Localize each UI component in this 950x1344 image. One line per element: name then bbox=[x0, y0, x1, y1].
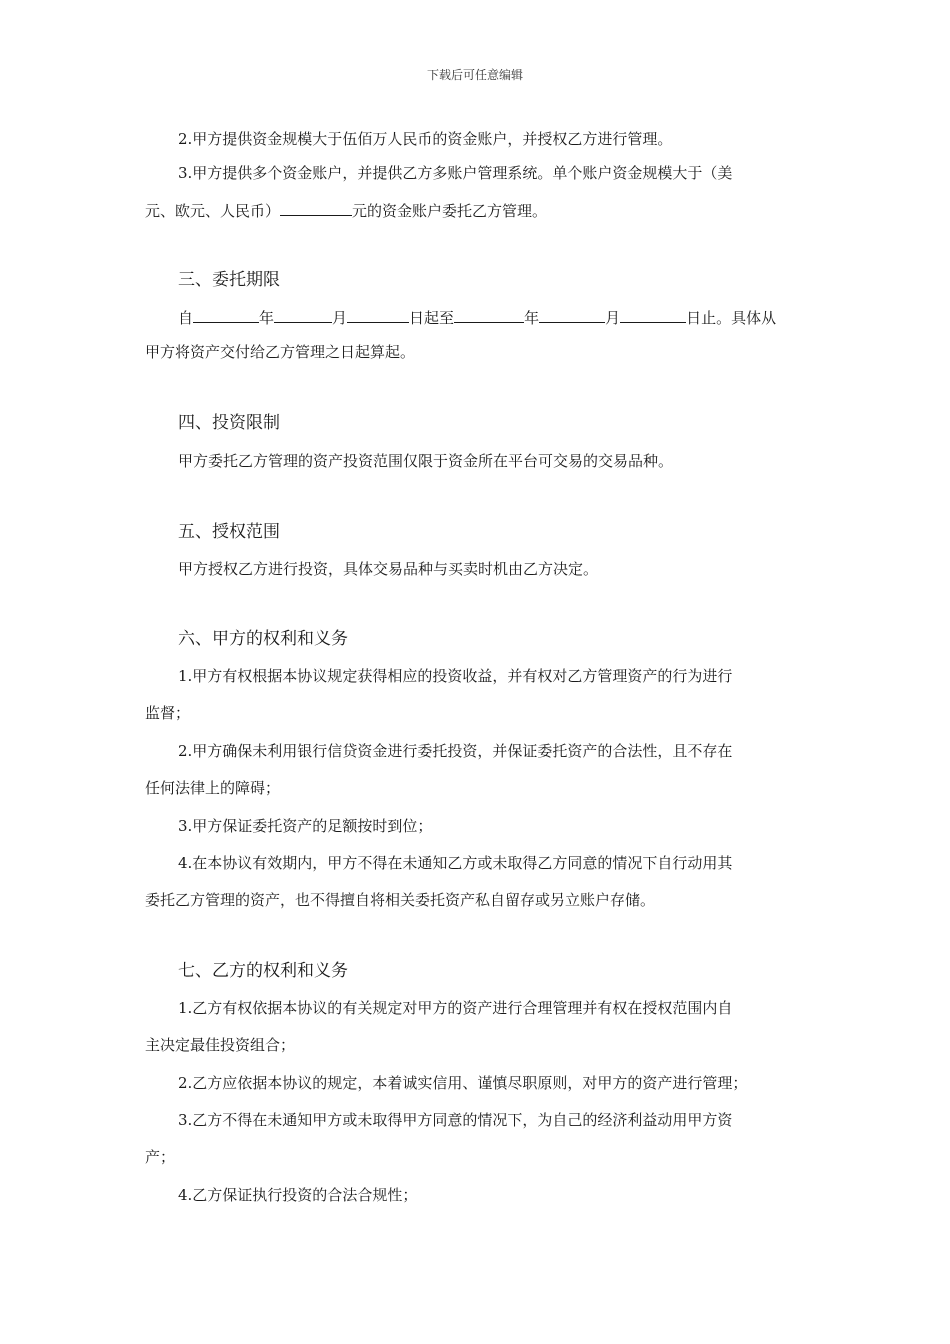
amount-blank bbox=[280, 199, 352, 216]
section-7-title: 七、乙方的权利和义务 bbox=[178, 961, 348, 981]
clause-7-3: 3.乙方不得在未通知甲方或未取得甲方同意的情况下，为自己的经济利益动用甲方资 bbox=[178, 1111, 733, 1129]
term-month: 月 bbox=[332, 309, 348, 327]
start-day-blank bbox=[347, 306, 409, 323]
clause-7-1-cont: 主决定最佳投资组合； bbox=[145, 1036, 296, 1054]
clause-6-4: 4.在本协议有效期内，甲方不得在未通知乙方或未取得乙方同意的情况下自行动用其 bbox=[178, 854, 733, 872]
authorization-text: 甲方授权乙方进行投资，具体交易品种与买卖时机由乙方决定。 bbox=[178, 560, 599, 578]
end-year-blank bbox=[454, 306, 524, 323]
end-month-blank bbox=[539, 306, 605, 323]
section-3-title: 三、委托期限 bbox=[178, 270, 280, 290]
clause-2-3-cont bbox=[145, 199, 547, 221]
start-year-blank bbox=[193, 306, 259, 323]
term-from: 自 bbox=[178, 309, 194, 327]
clause-6-4-cont: 委托乙方管理的资产，也不得擅自将相关委托资产私自留存或另立账户存储。 bbox=[145, 891, 656, 909]
clause-2-3: 3.甲方提供多个资金账户，并提供乙方多账户管理系统。单个账户资金规模大于（美 bbox=[178, 164, 733, 182]
clause-6-1-cont: 监督； bbox=[145, 704, 191, 722]
start-month-blank bbox=[274, 306, 332, 323]
clause-7-3-cont: 产； bbox=[145, 1148, 176, 1166]
section-5-title: 五、授权范围 bbox=[178, 522, 280, 542]
clause-2-3-cont-pre: 元、欧元、人民币） bbox=[145, 202, 281, 220]
clause-7-1: 1.乙方有权依据本协议的有关规定对甲方的资产进行合理管理并有权在授权范围内自 bbox=[178, 999, 733, 1017]
clause-6-1: 1.甲方有权根据本协议规定获得相应的投资收益，并有权对乙方管理资产的行为进行 bbox=[178, 667, 733, 685]
term-month-2: 月 bbox=[605, 309, 621, 327]
term-line bbox=[178, 306, 776, 328]
term-until: 日起至 bbox=[409, 309, 455, 327]
clause-2-2: 2.甲方提供资金规模大于伍佰万人民币的资金账户，并授权乙方进行管理。 bbox=[178, 130, 673, 148]
investment-limit-text: 甲方委托乙方管理的资产投资范围仅限于资金所在平台可交易的交易品种。 bbox=[178, 452, 674, 470]
term-line-2: 甲方将资产交付给乙方管理之日起算起。 bbox=[145, 343, 416, 361]
clause-6-3: 3.甲方保证委托资产的足额按时到位； bbox=[178, 817, 433, 835]
clause-6-2: 2.甲方确保未利用银行信贷资金进行委托投资，并保证委托资产的合法性，且不存在 bbox=[178, 742, 733, 760]
section-6-title: 六、甲方的权利和义务 bbox=[178, 629, 348, 649]
term-year: 年 bbox=[259, 309, 275, 327]
clause-7-4: 4.乙方保证执行投资的合法合规性； bbox=[178, 1186, 418, 1204]
clause-2-3-cont-post: 元的资金账户委托乙方管理。 bbox=[352, 202, 548, 220]
end-day-blank bbox=[620, 306, 686, 323]
clause-7-2: 2.乙方应依据本协议的规定，本着诚实信用、谨慎尽职原则，对甲方的资产进行管理； bbox=[178, 1074, 748, 1092]
clause-6-2-cont: 任何法律上的障碍； bbox=[145, 779, 281, 797]
term-year-2: 年 bbox=[524, 309, 540, 327]
term-end: 日止。具体从 bbox=[686, 309, 777, 327]
page-header: 下载后可任意编辑 bbox=[426, 68, 523, 82]
section-4-title: 四、投资限制 bbox=[178, 413, 280, 433]
